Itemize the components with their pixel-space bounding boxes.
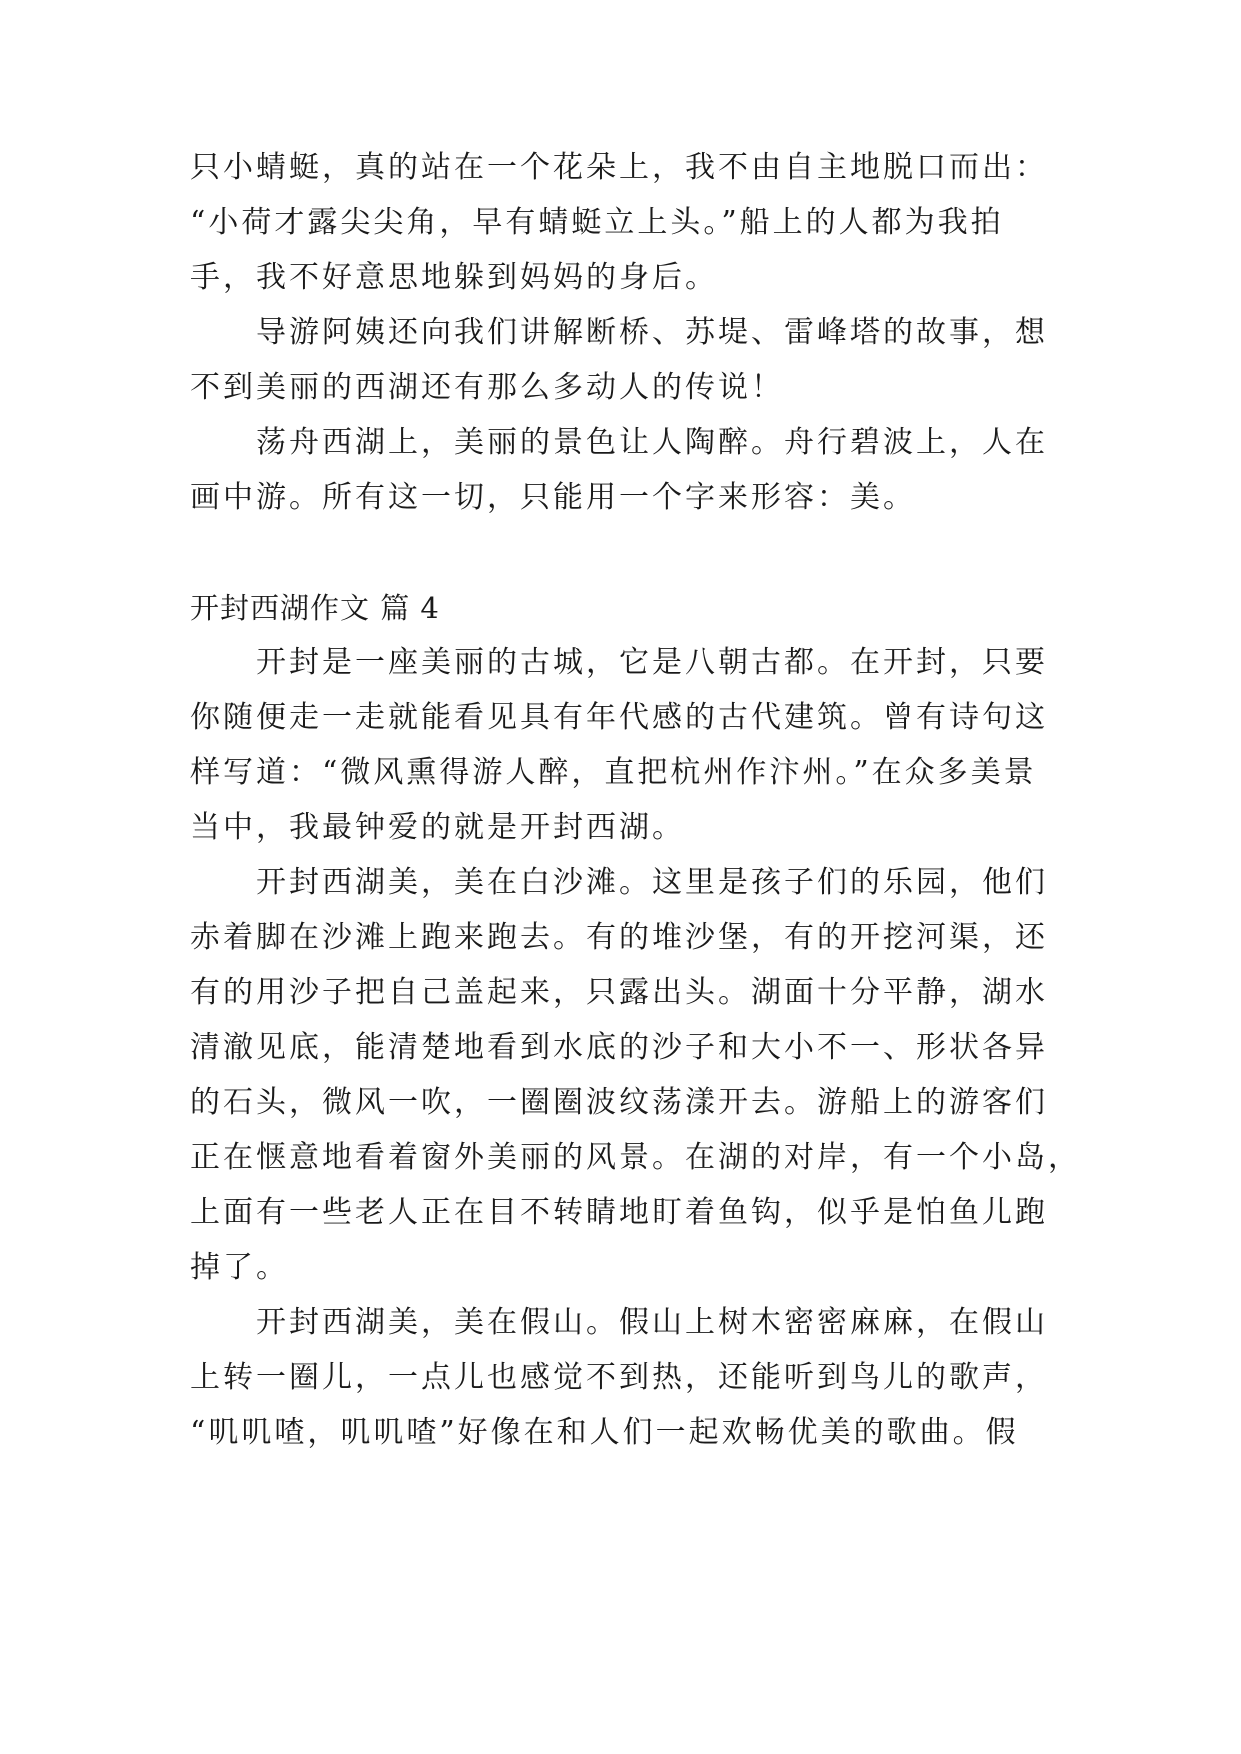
text-line: 正在惬意地看着窗外美丽的风景。在湖的对岸，有一个小岛， (190, 1140, 1081, 1175)
text-line: 只小蜻蜓，真的站在一个花朵上，我不由自主地脱口而出： (190, 150, 1048, 185)
text-line: 导游阿姨还向我们讲解断桥、苏堤、雷峰塔的故事，想 (190, 315, 1048, 350)
section-heading: 开封西湖作文 篇 4 (190, 591, 440, 625)
text-line: 开封西湖美，美在白沙滩。这里是孩子们的乐园，他们 (190, 865, 1048, 900)
text-line: 当中，我最钟爱的就是开封西湖。 (190, 810, 685, 845)
text-line: “叽叽喳，叽叽喳”好像在和人们一起欢畅优美的歌曲。假 (190, 1415, 1019, 1450)
text-line: 画中游。所有这一切，只能用一个字来形容：美。 (190, 480, 916, 515)
text-line: 手，我不好意思地躲到妈妈的身后。 (190, 260, 718, 295)
text-line: 的石头，微风一吹，一圈圈波纹荡漾开去。游船上的游客们 (190, 1085, 1048, 1120)
text-line: 有的用沙子把自己盖起来，只露出头。湖面十分平静，湖水 (190, 975, 1048, 1010)
text-line: 荡舟西湖上，美丽的景色让人陶醉。舟行碧波上，人在 (190, 425, 1048, 460)
text-line: 清澈见底，能清楚地看到水底的沙子和大小不一、形状各异 (190, 1030, 1048, 1065)
text-line: “小荷才露尖尖角，早有蜻蜓立上头。”船上的人都为我拍 (190, 205, 1004, 240)
text-line: 上面有一些老人正在目不转睛地盯着鱼钩，似乎是怕鱼儿跑 (190, 1195, 1048, 1230)
text-line: 上转一圈儿，一点儿也感觉不到热，还能听到鸟儿的歌声， (190, 1360, 1048, 1395)
text-line: 样写道：“微风熏得游人醉，直把杭州作汴州。”在众多美景 (190, 755, 1037, 790)
text-line: 不到美丽的西湖还有那么多动人的传说！ (190, 370, 784, 405)
text-line: 你随便走一走就能看见具有年代感的古代建筑。曾有诗句这 (190, 700, 1048, 735)
text-line: 开封是一座美丽的古城，它是八朝古都。在开封，只要 (190, 645, 1048, 680)
text-line: 开封西湖美，美在假山。假山上树木密密麻麻，在假山 (190, 1305, 1048, 1340)
text-line: 掉了。 (190, 1250, 289, 1285)
text-line: 赤着脚在沙滩上跑来跑去。有的堆沙堡，有的开挖河渠，还 (190, 920, 1048, 955)
